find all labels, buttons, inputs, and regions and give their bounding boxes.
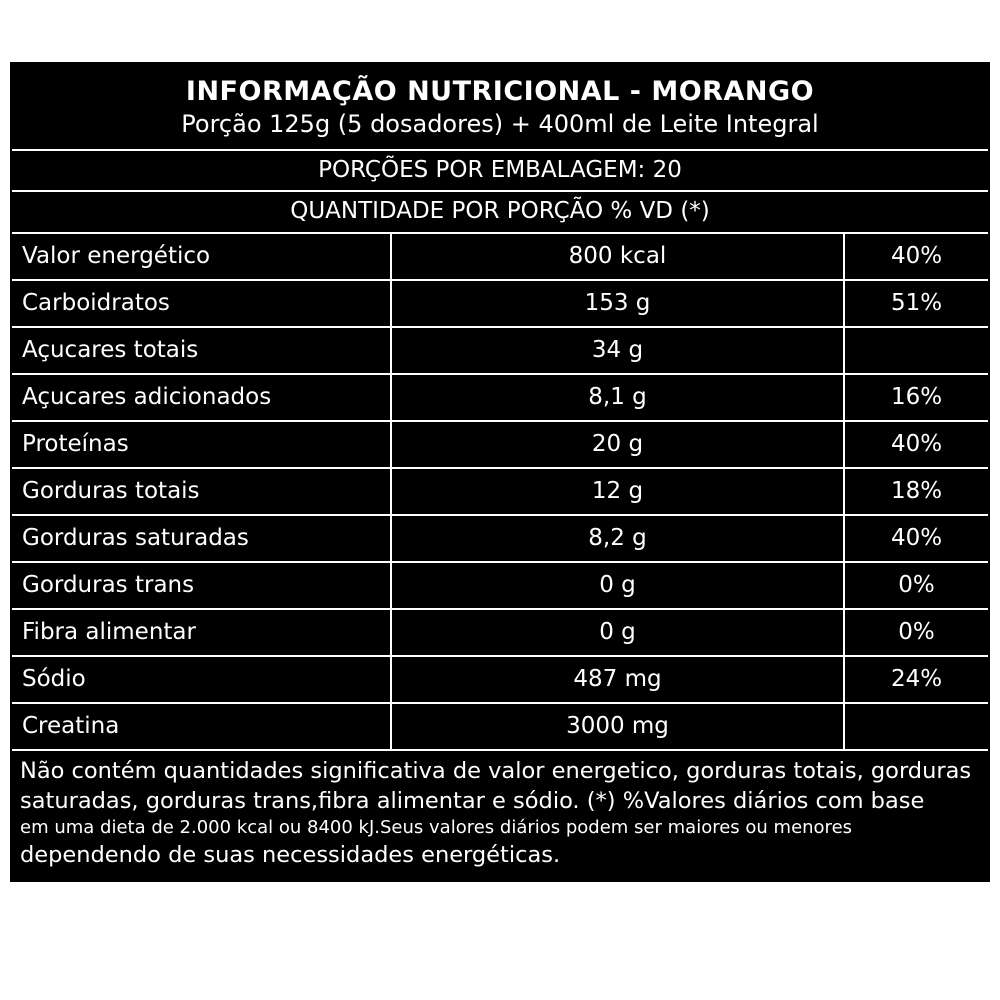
nutrient-amount: 12 g [391, 468, 844, 515]
table-row [12, 421, 988, 468]
nutrient-amount: 0 g [391, 562, 844, 609]
nutrient-name: Sódio [12, 656, 391, 703]
servings-per-package: PORÇÕES POR EMBALAGEM: 20 [12, 149, 988, 191]
table-row [12, 374, 988, 421]
nutrient-name: Fibra alimentar [12, 609, 391, 656]
nutrient-name: Valor energético [12, 233, 391, 280]
label-title: INFORMAÇÃO NUTRICIONAL - MORANGO [185, 76, 815, 107]
nutrient-vd [844, 703, 988, 749]
footnote-line-1: Não contém quantidades significativa de valor energetico, gorduras totais, gorduras [20, 757, 972, 784]
nutrient-amount: 8,2 g [391, 515, 844, 562]
nutrient-name: Açucares totais [12, 327, 391, 374]
nutrient-name: Gorduras totais [12, 468, 391, 515]
nutrient-vd: 40% [844, 421, 988, 468]
table-row [12, 703, 988, 749]
nutrient-vd: 16% [844, 374, 988, 421]
label-subtitle: Porção 125g (5 dosadores) + 400ml de Leite Integral [181, 110, 819, 139]
nutrient-amount: 0 g [391, 609, 844, 656]
table-row [12, 609, 988, 656]
amount-per-serving-header: QUANTIDADE POR PORÇÃO % VD (*) [12, 190, 988, 232]
nutrient-amount: 487 mg [391, 656, 844, 703]
footnote [12, 749, 988, 880]
table-row [12, 656, 988, 703]
nutrient-amount: 8,1 g [391, 374, 844, 421]
footnote-line-3: em uma dieta de 2.000 kcal ou 8400 kJ.Seus valores diários podem ser maiores ou menores [20, 817, 853, 839]
footnote-line-2: saturadas, gorduras trans,fibra alimentar e sódio. (*) %Valores diários com base [20, 787, 925, 814]
nutrient-name: Gorduras saturadas [12, 515, 391, 562]
table-row [12, 562, 988, 609]
nutrient-name: Gorduras trans [12, 562, 391, 609]
nutrient-vd: 0% [844, 562, 988, 609]
nutrient-vd: 18% [844, 468, 988, 515]
nutrient-name: Açucares adicionados [12, 374, 391, 421]
nutrient-amount: 34 g [391, 327, 844, 374]
nutrient-vd [844, 327, 988, 374]
nutrient-amount: 800 kcal [391, 233, 844, 280]
table-row [12, 515, 988, 562]
nutrient-vd: 51% [844, 280, 988, 327]
nutrient-amount: 3000 mg [391, 703, 844, 749]
table-row [12, 327, 988, 374]
nutrient-amount: 153 g [391, 280, 844, 327]
nutrition-table [12, 232, 988, 749]
table-row [12, 233, 988, 280]
nutrient-amount: 20 g [391, 421, 844, 468]
nutrition-facts-label [10, 62, 990, 882]
nutrient-vd: 0% [844, 609, 988, 656]
nutrient-name: Carboidratos [12, 280, 391, 327]
footnote-line-4: dependendo de suas necessidades energéticas. [20, 841, 561, 868]
table-row [12, 468, 988, 515]
nutrient-vd: 40% [844, 233, 988, 280]
table-row [12, 280, 988, 327]
nutrient-vd: 40% [844, 515, 988, 562]
nutrient-name: Proteínas [12, 421, 391, 468]
nutrient-vd: 24% [844, 656, 988, 703]
nutrient-name: Creatina [12, 703, 391, 749]
